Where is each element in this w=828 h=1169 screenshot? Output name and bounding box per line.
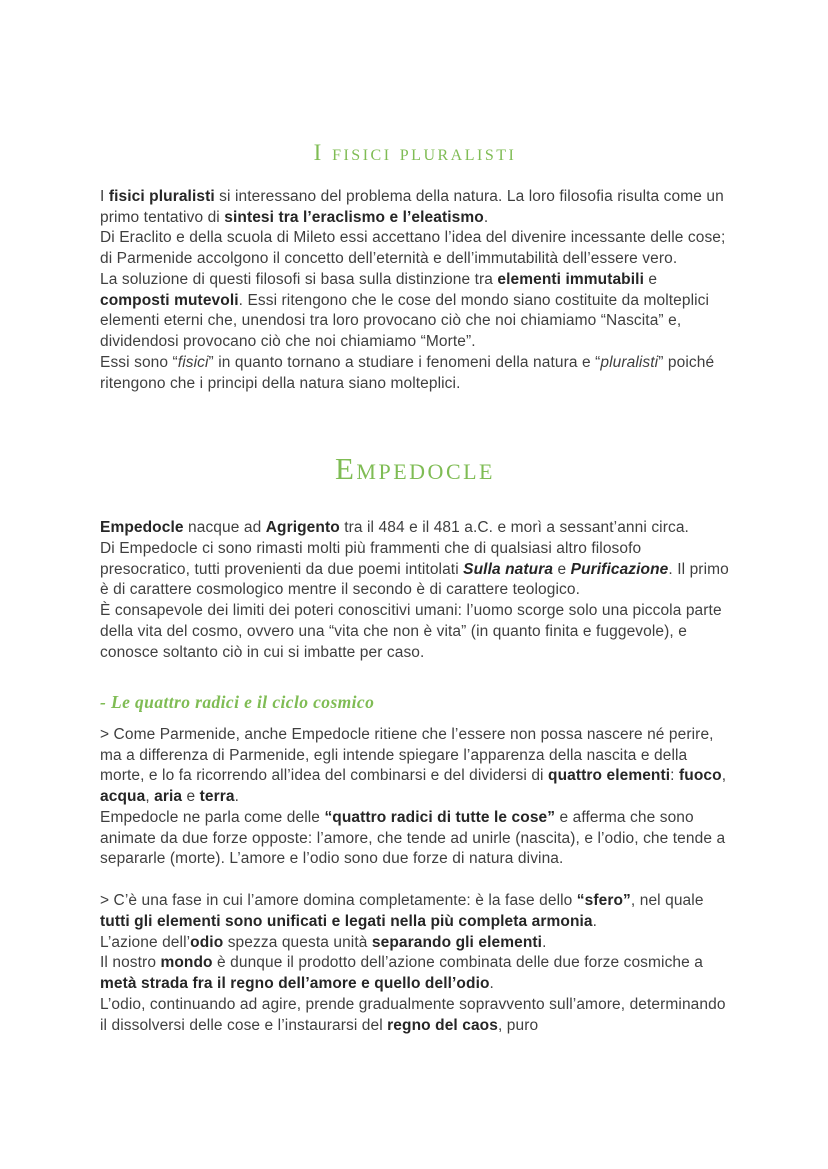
paragraph: > C’è una fase in cui l’amore domina completamente: è la fase dello “sfero”, nel quale tutti gli elementi sono unificati e legati nella più completa armonia. [100, 892, 704, 930]
section-fisici-pluralisti-body [100, 187, 730, 395]
section-quattro-radici-body [100, 725, 730, 870]
section-title-empedocle: Empedocle [335, 451, 495, 487]
section-title-fisici-pluralisti: I fisici pluralisti [313, 140, 517, 165]
paragraph: L’odio, continuando ad agire, prende gradualmente sopravvento sull’amore, determinando il dissolversi delle cose e l’instaurarsi del regno del caos, puro [100, 995, 726, 1034]
paragraph: È consapevole dei limiti dei poteri conoscitivi umani: l’uomo scorge solo una piccola parte della vita del cosmo, ovvero una “vita che non è vita” (in quanto finita e fuggevole), e conosce soltanto ciò in cui si imbatte per caso. [100, 602, 722, 661]
section-sfero-body [100, 891, 730, 1036]
paragraph: Di Eraclito e della scuola di Mileto essi accettano l’idea del divenire incessante delle cose; di Parmenide accolgono il concetto dell’eternità e dell’immutabilità dell’essere vero. [100, 229, 726, 268]
paragraph: Empedocle nacque ad Agrigento tra il 484 e il 481 a.C. e morì a sessant’anni circa. [100, 519, 689, 536]
paragraph: Empedocle ne parla come delle “quattro radici di tutte le cose” e afferma che sono animate da due forze opposte: l’amore, che tende ad unirle (nascita), e l’odio, che tende a separarle (morte). L’amore e l’odio sono due forze di natura divina. [100, 808, 726, 868]
paragraph: Essi sono “fisici” in quanto tornano a studiare i fenomeni della natura e “pluralisti” poiché ritengono che i principi della natura siano molteplici. [100, 353, 715, 392]
paragraph: > Come Parmenide, anche Empedocle ritiene che l’essere non possa nascere né perire, ma a differenza di Parmenide, egli intende spiegare l’apparenza della nascita e della morte, e lo fa ricorrendo all’idea del combinarsi e del dividersi di quattro elementi: fuoco, acqua, aria e terra. [100, 725, 727, 806]
paragraph: I fisici pluralisti si interessano del problema della natura. La loro filosofia risulta come un primo tentativo di sintesi tra l’eraclismo e l’eleatismo. [100, 187, 724, 226]
paragraph: Il nostro mondo è dunque il prodotto dell’azione combinata delle due forze cosmiche a metà strada fra il regno dell’amore e quello dell’odio. [100, 954, 703, 993]
paragraph: Di Empedocle ci sono rimasti molti più frammenti che di qualsiasi altro filosofo presocratico, tutti provenienti da due poemi intitolati Sulla natura e Purificazione. Il primo è di carattere cosmologico mentre il secondo è di carattere teologico. [100, 539, 729, 599]
section-empedocle-intro [100, 518, 730, 663]
paragraph: La soluzione di questi filosofi si basa sulla distinzione tra elementi immutabili e composti mutevoli. Essi ritengono che le cose del mondo siano costituite da molteplici elementi eterni che, unendosi tra loro provocano ciò che noi chiamiamo “Nascita” e, dividendosi provocano ciò che noi chiamiamo “Morte”. [100, 270, 710, 351]
subheading-quattro-radici: - Le quattro radici e il ciclo cosmico [100, 692, 375, 713]
paragraph: L’azione dell’odio spezza questa unità separando gli elementi. [100, 933, 547, 951]
